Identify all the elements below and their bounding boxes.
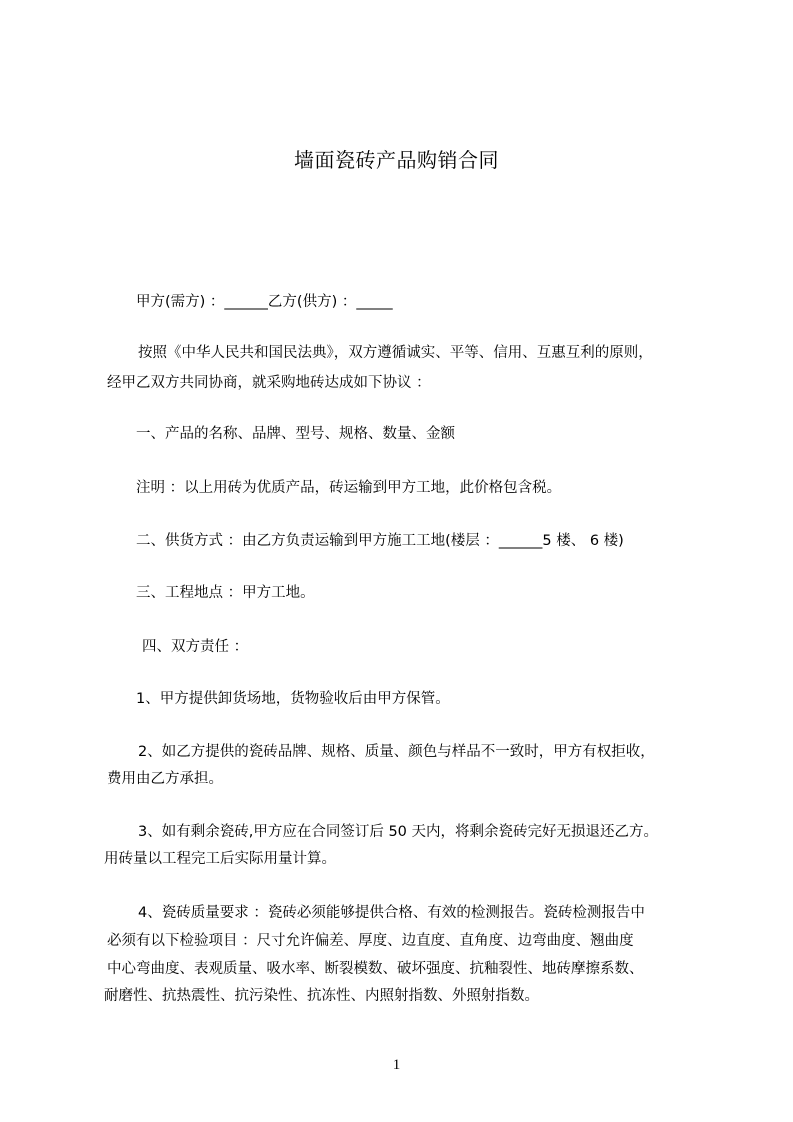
clause-1: 1、甲方提供卸货场地，货物验收后由甲方保管。 — [136, 691, 450, 707]
section-2-heading: 二、供货方式 ：由乙方负责运输到甲方施工工地(楼层 ：______5 楼、 6 楼) — [136, 533, 624, 549]
section-4-heading: 四、双方责任 ： — [142, 639, 249, 655]
clause-4-line-2: 必须有以下检验项目 ：尺寸允许偏差、厚度、边直度、直角度、边弯曲度、翘曲度 — [107, 933, 634, 949]
clause-4-line-4: 耐磨性、抗热震性、抗污染性、抗冻性、内照射指数、外照射指数。 — [104, 988, 539, 1004]
clause-3-line-1: 3、如有剩余瓷砖,甲方应在合同签订后 50 天内，将剩余瓷砖完好无损退还乙方。 — [138, 824, 659, 840]
clause-4-line-1: 4、瓷砖质量要求 ：瓷砖必须能够提供合格、有效的检测报告。瓷砖检测报告中 — [138, 905, 645, 921]
preamble-line-2: 经甲乙双方共同协商，就采购地砖达成如下协议 ： — [107, 375, 431, 391]
clause-2-line-1: 2、如乙方提供的瓷砖品牌、规格、质量、颜色与样品不一致时，甲方有权拒收， — [138, 744, 655, 760]
clause-3-line-2: 用砖量以工程完工后实际用量计算。 — [104, 851, 336, 867]
note-line: 注明 ：以上用砖为优质产品，砖运输到甲方工地，此价格包含税。 — [136, 480, 562, 496]
parties-line: 甲方(需方) ：______乙方(供方) ：_____ — [136, 294, 393, 310]
section-1-heading: 一、产品的名称、品牌、型号、规格、数量、金额 — [136, 426, 455, 442]
document-title: 墙面瓷砖产品购销合同 — [294, 148, 499, 172]
clause-2-line-2: 费用由乙方承担。 — [107, 771, 223, 787]
page-number: 1 — [392, 1057, 401, 1073]
preamble-line-1: 按照《中华人民共和国民法典》，双方遵循诚实、平等、信用、互惠互利的原则， — [138, 345, 653, 361]
section-3-heading: 三、工程地点 ：甲方工地。 — [136, 585, 315, 601]
clause-4-line-3: 中心弯曲度、表观质量、吸水率、断裂模数、破坏强度、抗釉裂性、地砖摩擦系数、 — [107, 961, 644, 977]
